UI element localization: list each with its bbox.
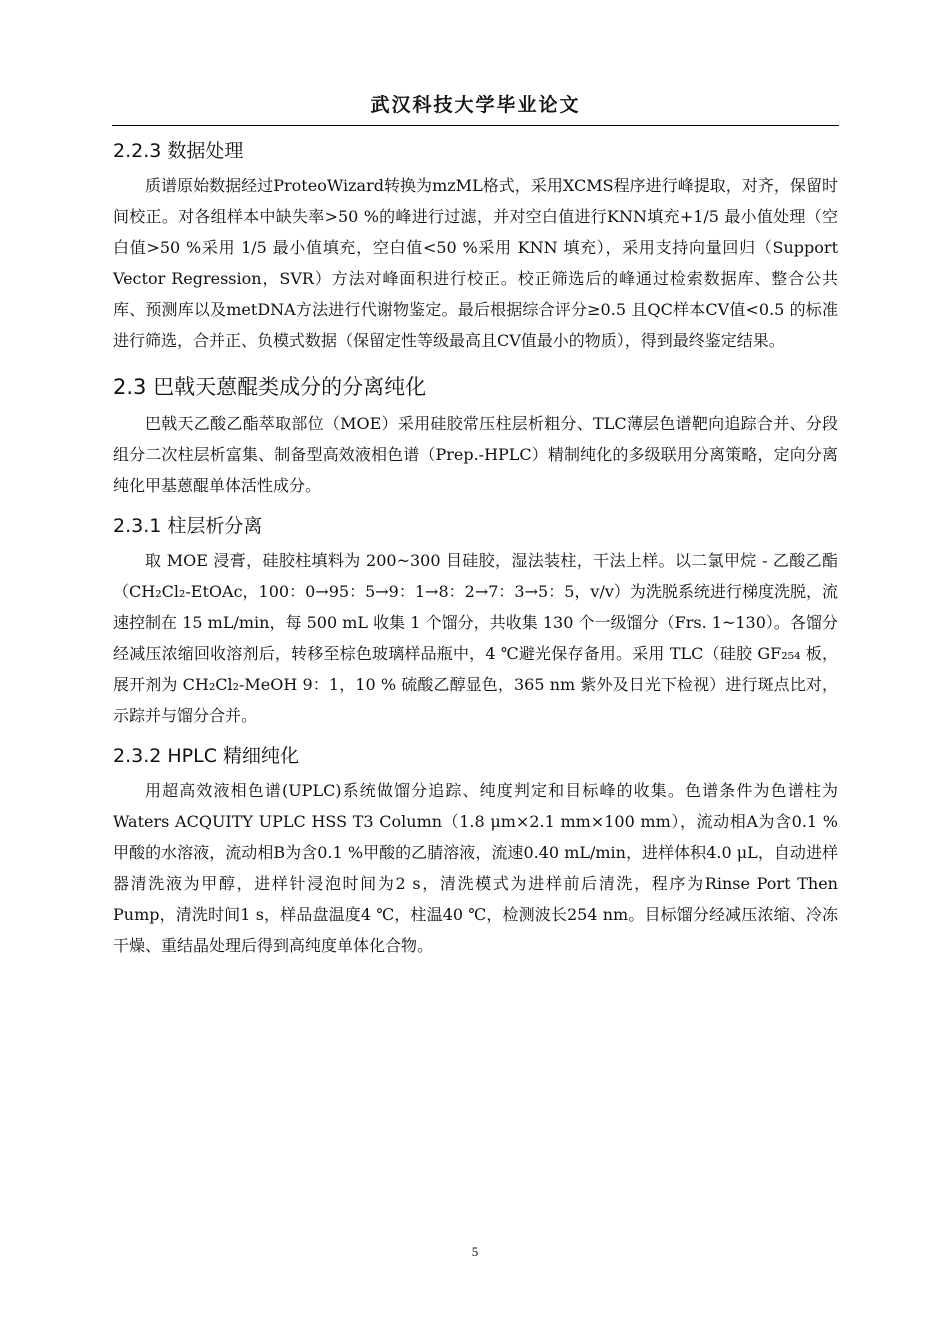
section-heading-2-2-3: 2.2.3 数据处理 bbox=[113, 140, 244, 162]
page-body bbox=[113, 132, 838, 961]
paragraph-data-processing: 质谱原始数据经过ProteoWizard转换为mzML格式，采用XCMS程序进行峰提取，对齐，保留时间校正。对各组样本中缺失率>50 %的峰进行过滤，并对空白值进行KNN填充+1/5 最小值处理（空白值>50 %采用 1/5 最小值填充，空白值<50 %采用 KNN 填充），采用支持向量回归（Support Vector Regression，SVR）方法对峰面积进行校正。校正筛选后的峰通过检索数据库、整合公共库、预测库以及metDNA方法进行代谢物鉴定。最后根据综合评分≥0.5 且QC样本CV值<0.5 的标准进行筛选，合并正、负模式数据（保留定性等级最高且CV值最小的物质），得到最终鉴定结果。 bbox=[113, 176, 838, 350]
section-heading-2-3-1: 2.3.1 柱层析分离 bbox=[113, 515, 263, 537]
paragraph-column-chromatography: 取 MOE 浸膏，硅胶柱填料为 200~300 目硅胶，湿法装柱，干法上样。以二氯甲烷 - 乙酸乙酯（CH₂Cl₂-EtOAc，100：0→95：5→9：1→8：2→7：3→5：5，v/v）为洗脱系统进行梯度洗脱，流速控制在 15 mL/min，每 500 mL 收集 1 个馏分，共收集 130 个一级馏分（Frs. 1~130）。各馏分经减压浓缩回收溶剂后，转移至棕色玻璃样品瓶中，4 ℃避光保存备用。采用 TLC（硅胶 GF₂₅₄ 板，展开剂为 CH₂Cl₂-MeOH 9：1，10 % 硫酸乙醇显色，365 nm 紫外及日光下检视）进行斑点比对，示踪并与馏分合并。 bbox=[113, 551, 838, 725]
section-heading-2-3-2: 2.3.2 HPLC 精细纯化 bbox=[113, 745, 300, 767]
spacer bbox=[113, 356, 838, 366]
page-number: 5 bbox=[471, 1244, 479, 1259]
header-rule bbox=[112, 125, 839, 126]
running-header: 武汉科技大学毕业论文 bbox=[370, 94, 581, 116]
paragraph-separation-overview: 巴戟天乙酸乙酯萃取部位（MOE）采用硅胶常压柱层析粗分、TLC薄层色谱靶向追踪合并、分段组分二次柱层析富集、制备型高效液相色谱（Prep.-HPLC）精制纯化的多级联用分离策略，定向分离纯化甲基蒽醌单体活性成分。 bbox=[113, 414, 838, 495]
section-heading-2-3: 2.3 巴戟天蒽醌类成分的分离纯化 bbox=[113, 375, 427, 399]
paragraph-hplc-purification: 用超高效液相色谱(UPLC)系统做馏分追踪、纯度判定和目标峰的收集。色谱条件为色谱柱为Waters ACQUITY UPLC HSS T3 Column（1.8 μm×2.1 mm×100 mm），流动相A为含0.1 %甲酸的水溶液，流动相B为含0.1 %甲酸的乙腈溶液，流速0.40 mL/min，进样体积4.0 μL，自动进样器清洗液为甲醇，进样针浸泡时间为2 s，清洗模式为进样前后清洗，程序为Rinse Port Then Pump，清洗时间1 s，样品盘温度4 ℃，柱温40 ℃，检测波长254 nm。目标馏分经减压浓缩、冷冻干燥、重结晶处理后得到高纯度单体化合物。 bbox=[113, 781, 838, 955]
